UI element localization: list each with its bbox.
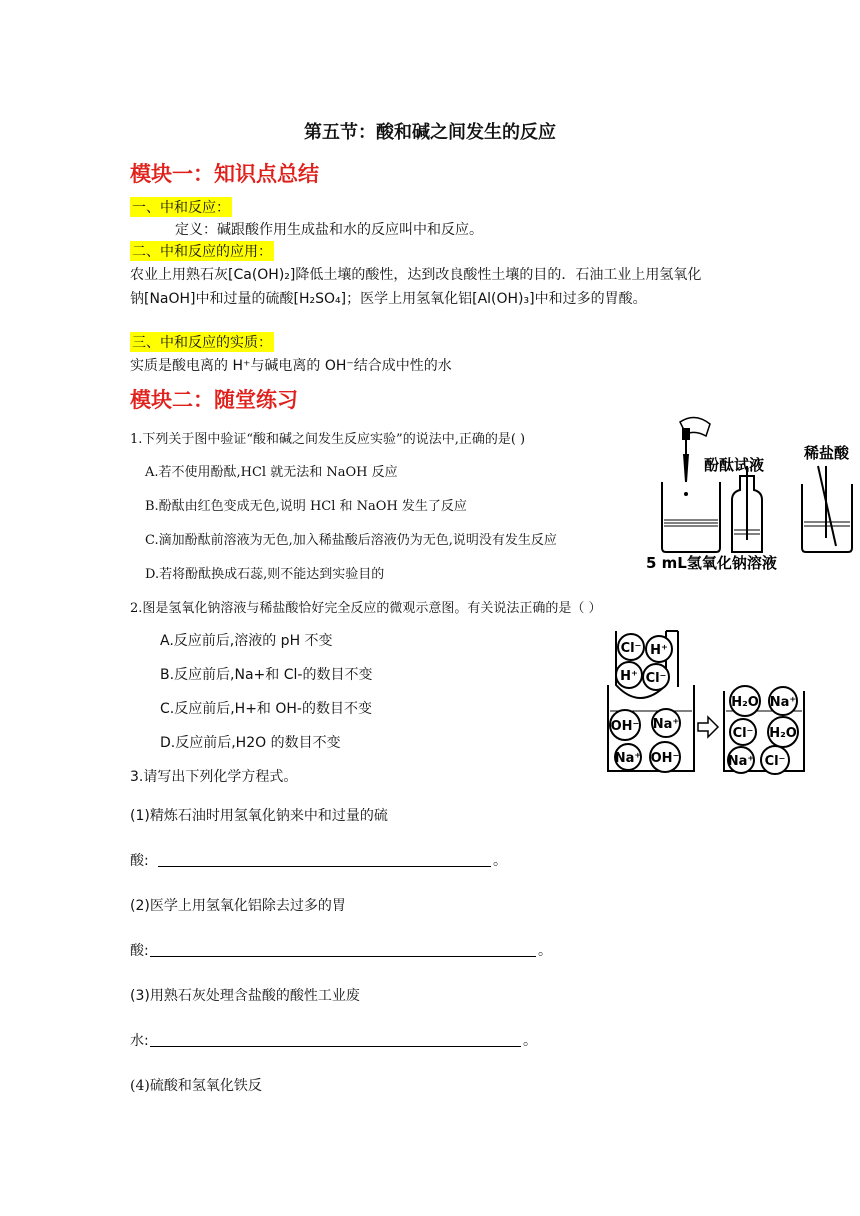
- q3-part2-line1: (2)医学上用氢氧化铝除去过多的胃: [130, 898, 346, 914]
- ion-left-4: OH⁻: [650, 751, 680, 766]
- q1-stem: 1.下列关于图中验证“酸和碱之间发生反应实验”的说法中,正确的是( ): [130, 432, 526, 447]
- q3-part1-end: 。: [493, 853, 507, 869]
- q3-part2-end: 。: [538, 943, 552, 959]
- q2-option-b: B.反应前后,Na+和 Cl-的数目不变: [160, 667, 373, 683]
- q3-part1-line1: (1)精炼石油时用氢氧化钠来中和过量的硫: [130, 808, 388, 824]
- label-naoh-solution: 5 mL氢氧化钠溶液: [646, 554, 777, 572]
- essence-text: 实质是酸电离的 H⁺与碱电离的 OH⁻结合成中性的水: [130, 358, 452, 374]
- q1-option-d: D.若将酚酞换成石蕊,则不能达到实验目的: [145, 567, 385, 582]
- module2-heading: 模块二：随堂练习: [130, 388, 298, 412]
- q1-option-a: A.若不使用酚酞,HCl 就无法和 NaOH 反应: [145, 465, 398, 480]
- q3-part1-prefix: 酸:: [130, 853, 149, 869]
- ion-right-1: H₂O: [731, 695, 759, 710]
- ion-right-2: Na⁺: [769, 695, 797, 710]
- page-title: 第五节：酸和碱之间发生的反应: [304, 122, 556, 143]
- definition-text: 定义：碱跟酸作用生成盐和水的反应叫中和反应。: [175, 222, 483, 238]
- q3-part3-answer-blank[interactable]: [150, 1046, 521, 1047]
- q2-stem: 2.图是氢氧化钠溶液与稀盐酸恰好完全反应的微观示意图。有关说法正确的是（ ）: [130, 601, 602, 616]
- q3-part2-answer-blank[interactable]: [150, 956, 536, 957]
- q2-option-c: C.反应前后,H+和 OH-的数目不变: [160, 701, 372, 717]
- q3-part1-answer-blank[interactable]: [158, 866, 491, 867]
- ion-left-3: Na⁺: [614, 751, 642, 766]
- label-dilute-hcl: 稀盐酸: [804, 444, 850, 462]
- q2-micro-diagram: [600, 625, 810, 780]
- section2-heading: 二、中和反应的应用：: [130, 241, 274, 261]
- q3-part3-prefix: 水:: [130, 1033, 149, 1049]
- q2-option-d: D.反应前后,H2O 的数目不变: [160, 735, 341, 751]
- ion-right-5: Na⁺: [727, 754, 755, 769]
- ion-right-6: Cl⁻: [764, 754, 786, 769]
- q3-part4-line1: (4)硫酸和氢氧化铁反: [130, 1078, 262, 1094]
- ion-top-4: Cl⁻: [645, 671, 667, 686]
- q1-option-b: B.酚酞由红色变成无色,说明 HCl 和 NaOH 发生了反应: [145, 499, 467, 514]
- q3-stem: 3.请写出下列化学方程式。: [130, 769, 298, 785]
- q3-part3-end: 。: [523, 1033, 537, 1049]
- q1-experiment-figure: [640, 410, 860, 575]
- ion-left-2: Na⁺: [652, 717, 680, 732]
- ion-left-1: OH⁻: [610, 719, 640, 734]
- application-line-2: 钠[NaOH]中和过量的硫酸[H₂SO₄]；医学上用氢氧化铝[Al(OH)₃]中和过多的胃酸。: [130, 291, 647, 307]
- application-line-1: 农业上用熟石灰[Ca(OH)₂]降低土壤的酸性，达到改良酸性土壤的目的．石油工业上用氢氧化: [130, 267, 702, 283]
- section1-heading: 一、中和反应：: [130, 197, 232, 217]
- ion-top-3: H⁺: [620, 669, 638, 684]
- q3-part3-line1: (3)用熟石灰处理含盐酸的酸性工业废: [130, 988, 360, 1004]
- q2-option-a: A.反应前后,溶液的 pH 不变: [160, 633, 333, 649]
- ion-right-4: H₂O: [769, 726, 797, 741]
- label-phenolphthalein: 酚酞试液: [704, 456, 765, 474]
- ion-top-1: Cl⁻: [620, 641, 642, 656]
- section3-heading: 三、中和反应的实质：: [130, 332, 274, 352]
- q1-option-c: C.滴加酚酞前溶液为无色,加入稀盐酸后溶液仍为无色,说明没有发生反应: [145, 533, 557, 548]
- module1-heading: 模块一：知识点总结: [130, 162, 319, 186]
- q3-part2-prefix: 酸:: [130, 943, 149, 959]
- ion-top-2: H⁺: [650, 643, 668, 658]
- ion-right-3: Cl⁻: [732, 726, 754, 741]
